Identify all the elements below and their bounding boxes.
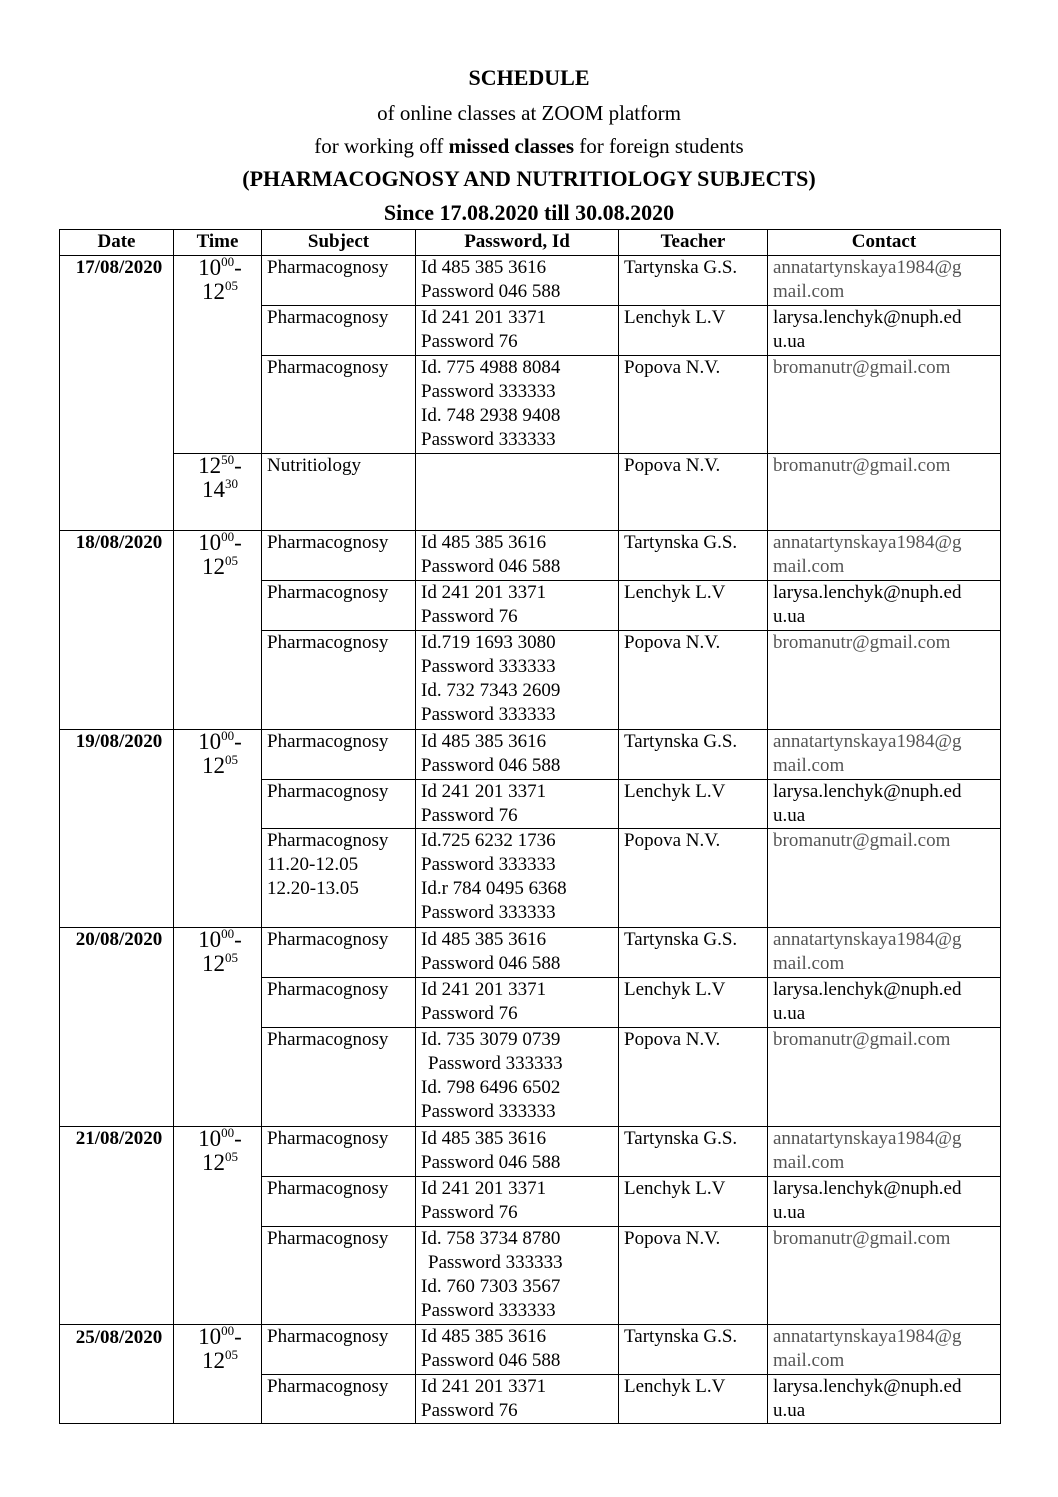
subtitle-line-3-pre: for working off	[314, 134, 444, 158]
contact-cell: larysa.lenchyk@nuph.ed u.ua	[768, 780, 1001, 829]
date-cell: 20/08/2020	[60, 928, 174, 1127]
teacher-cell: Popova N.V.	[619, 829, 768, 928]
password-id-cell	[416, 454, 619, 531]
schedule-table	[59, 229, 1001, 1424]
time-cell: $10^{00}-$ $12^{05}$	[174, 1325, 262, 1424]
password-id-cell: Id 485 385 3616 Password 046 588	[416, 1127, 619, 1177]
col-header-password-id: Password, Id	[416, 230, 619, 256]
password-id-cell: Id 485 385 3616 Password 046 588	[416, 928, 619, 978]
password-id-cell: Id 241 201 3371 Password 76	[416, 1177, 619, 1227]
password-id-cell: Id 241 201 3371 Password 76	[416, 1375, 619, 1424]
subject-cell: Pharmacognosy	[262, 356, 416, 454]
teacher-cell: Tartynska G.S.	[619, 928, 768, 978]
password-id-cell: Id 485 385 3616 Password 046 588	[416, 1325, 619, 1375]
table-row	[60, 531, 1001, 581]
subtitle-line-3-post: for foreign students	[579, 134, 744, 158]
subject-cell: Pharmacognosy	[262, 780, 416, 829]
password-id-cell: Id 485 385 3616 Password 046 588	[416, 256, 619, 306]
subtitle-line-3-bold: missed classes	[448, 134, 575, 158]
teacher-cell: Tartynska G.S.	[619, 1325, 768, 1375]
teacher-cell: Lenchyk L.V	[619, 978, 768, 1028]
teacher-cell: Tartynska G.S.	[619, 1127, 768, 1177]
contact-cell: larysa.lenchyk@nuph.ed u.ua	[768, 978, 1001, 1028]
contact-cell: bromanutr@gmail.com	[768, 1227, 1001, 1325]
date-cell: 25/08/2020	[60, 1325, 174, 1424]
contact-cell: bromanutr@gmail.com	[768, 829, 1001, 928]
teacher-cell: Lenchyk L.V	[619, 780, 768, 829]
password-id-cell: Id 241 201 3371 Password 76	[416, 306, 619, 356]
teacher-cell: Tartynska G.S.	[619, 256, 768, 306]
password-id-cell: Id.719 1693 3080 Password 333333 Id. 732 7343 2609 Password 333333	[416, 631, 619, 730]
teacher-cell: Popova N.V.	[619, 454, 768, 531]
contact-cell: annatartynskaya1984@g mail.com	[768, 1127, 1001, 1177]
password-id-cell: Id 241 201 3371 Password 76	[416, 780, 619, 829]
password-id-cell: Id. 735 3079 0739 Password 333333 Id. 798 6496 6502 Password 333333	[416, 1028, 619, 1127]
contact-cell: bromanutr@gmail.com	[768, 356, 1001, 454]
date-cell: 17/08/2020	[60, 256, 174, 531]
table-row	[60, 1127, 1001, 1177]
subject-cell: Pharmacognosy	[262, 256, 416, 306]
contact-cell: annatartynskaya1984@g mail.com	[768, 928, 1001, 978]
subject-cell: Pharmacognosy	[262, 306, 416, 356]
subject-cell: Pharmacognosy	[262, 581, 416, 631]
date-cell: 19/08/2020	[60, 730, 174, 928]
table-row	[60, 1325, 1001, 1375]
contact-cell: larysa.lenchyk@nuph.ed u.ua	[768, 581, 1001, 631]
table-row	[60, 928, 1001, 978]
subtitle-line-3	[0, 131, 1058, 161]
col-header-date: Date	[60, 230, 174, 256]
subject-cell: Pharmacognosy	[262, 1127, 416, 1177]
teacher-cell: Tartynska G.S.	[619, 531, 768, 581]
subject-cell: Pharmacognosy	[262, 631, 416, 730]
subject-cell: Pharmacognosy	[262, 1227, 416, 1325]
contact-cell: larysa.lenchyk@nuph.ed u.ua	[768, 1177, 1001, 1227]
teacher-cell: Lenchyk L.V	[619, 1177, 768, 1227]
time-cell: $10^{00}-$ $12^{05}$	[174, 531, 262, 730]
subject-cell: Pharmacognosy	[262, 928, 416, 978]
password-id-cell: Id 241 201 3371 Password 76	[416, 581, 619, 631]
teacher-cell: Tartynska G.S.	[619, 730, 768, 780]
password-id-cell: Id 241 201 3371 Password 76	[416, 978, 619, 1028]
contact-cell: annatartynskaya1984@g mail.com	[768, 531, 1001, 581]
time-cell: $10^{00}-$ $12^{05}$	[174, 1127, 262, 1325]
teacher-cell: Popova N.V.	[619, 1227, 768, 1325]
table-row	[60, 454, 1001, 531]
contact-cell: annatartynskaya1984@g mail.com	[768, 256, 1001, 306]
subject-cell: Pharmacognosy	[262, 1375, 416, 1424]
teacher-cell: Popova N.V.	[619, 356, 768, 454]
subject-cell: Pharmacognosy 11.20-12.05 12.20-13.05	[262, 829, 416, 928]
col-header-teacher: Teacher	[619, 230, 768, 256]
password-id-cell: Id.725 6232 1736 Password 333333 Id.r 784 0495 6368 Password 333333	[416, 829, 619, 928]
table-row	[60, 256, 1001, 306]
date-cell: 21/08/2020	[60, 1127, 174, 1325]
teacher-cell: Lenchyk L.V	[619, 1375, 768, 1424]
col-header-time: Time	[174, 230, 262, 256]
contact-cell: annatartynskaya1984@g mail.com	[768, 730, 1001, 780]
table-header-row	[60, 230, 1001, 256]
contact-cell: bromanutr@gmail.com	[768, 454, 1001, 531]
col-header-contact: Contact	[768, 230, 1001, 256]
subtitle-subjects: (PHARMACOGNOSY AND NUTRITIOLOGY SUBJECTS)	[242, 166, 816, 191]
table-row	[60, 730, 1001, 780]
contact-cell: annatartynskaya1984@g mail.com	[768, 1325, 1001, 1375]
contact-cell: larysa.lenchyk@nuph.ed u.ua	[768, 1375, 1001, 1424]
teacher-cell: Popova N.V.	[619, 631, 768, 730]
subtitle-line-2: of online classes at ZOOM platform	[377, 101, 681, 125]
time-cell: $10^{00}-$ $12^{05}$	[174, 730, 262, 928]
subtitle-period: Since 17.08.2020 till 30.08.2020	[383, 200, 675, 225]
password-id-cell: Id. 775 4988 8084 Password 333333 Id. 748 2938 9408 Password 333333	[416, 356, 619, 454]
teacher-cell: Lenchyk L.V	[619, 306, 768, 356]
contact-cell: bromanutr@gmail.com	[768, 631, 1001, 730]
password-id-cell: Id. 758 3734 8780 Password 333333 Id. 760 7303 3567 Password 333333	[416, 1227, 619, 1325]
subject-cell: Pharmacognosy	[262, 730, 416, 780]
password-id-cell: Id 485 385 3616 Password 046 588	[416, 531, 619, 581]
subject-cell: Pharmacognosy	[262, 1028, 416, 1127]
subject-cell: Pharmacognosy	[262, 1325, 416, 1375]
password-id-cell: Id 485 385 3616 Password 046 588	[416, 730, 619, 780]
date-cell: 18/08/2020	[60, 531, 174, 730]
contact-cell: larysa.lenchyk@nuph.ed u.ua	[768, 306, 1001, 356]
subject-cell: Pharmacognosy	[262, 1177, 416, 1227]
contact-cell: bromanutr@gmail.com	[768, 1028, 1001, 1127]
subject-cell: Pharmacognosy	[262, 531, 416, 581]
subject-cell: Pharmacognosy	[262, 978, 416, 1028]
teacher-cell: Lenchyk L.V	[619, 581, 768, 631]
teacher-cell: Popova N.V.	[619, 1028, 768, 1127]
time-cell: $10^{00}-$ $12^{05}$	[174, 928, 262, 1127]
time-cell: $12^{50}-$ $14^{30}$	[174, 454, 262, 531]
subject-cell: Nutritiology	[262, 454, 416, 531]
col-header-subject: Subject	[262, 230, 416, 256]
doc-title: SCHEDULE	[468, 65, 590, 90]
time-cell: $10^{00}-$ $12^{05}$	[174, 256, 262, 454]
